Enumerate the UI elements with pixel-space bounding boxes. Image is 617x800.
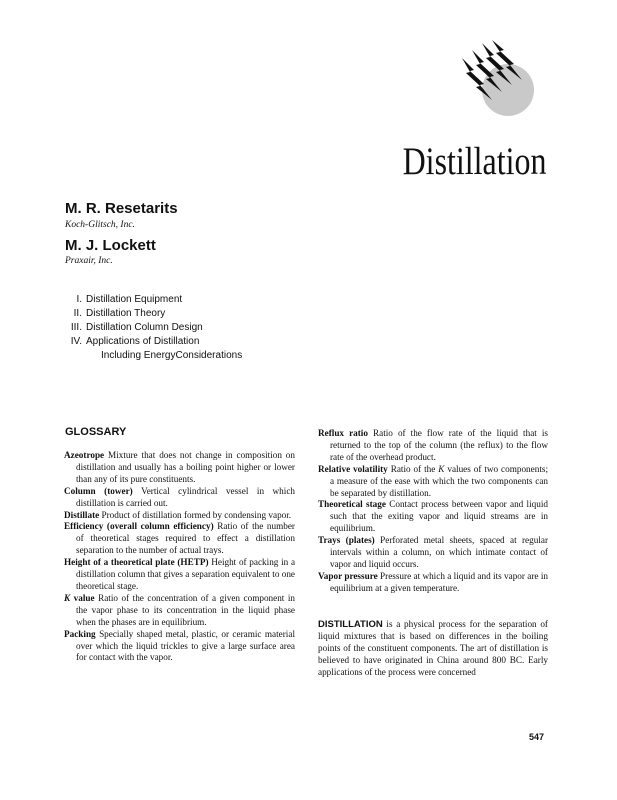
toc-text: Applications of Distillation xyxy=(86,336,200,347)
glossary-term: Reflux ratio xyxy=(318,428,368,438)
glossary-definition: Ratio of the flow rate of the liquid that is returned to the top of the column (the reflux) to the flow rate of the overhead product. xyxy=(330,428,548,462)
toc-number: II. xyxy=(73,308,82,319)
glossary-term: Azeotrope xyxy=(64,450,105,460)
glossary-definition: Ratio of the number of theoretical stages required to effect a distillation separation to the number of actual trays. xyxy=(76,521,295,556)
glossary-column-left xyxy=(64,450,295,664)
glossary-term: Relative volatility xyxy=(318,463,388,474)
chapter-title: Distillation xyxy=(402,140,546,183)
glossary-term: Efficiency (overall column efficiency) xyxy=(64,521,214,532)
author-affiliation: Praxair, Inc. xyxy=(65,256,113,266)
intro-lead-word: DISTILLATION xyxy=(318,619,383,630)
glossary-definition: Contact process between vapor and liquid such that the exiting vapor and liquid streams are in equilibrium. xyxy=(330,499,548,534)
glossary-term: Distillate xyxy=(64,509,100,520)
toc-number: I. xyxy=(76,294,82,305)
definition-part: values of two components; a measure of the ease with which the two components can be separated by distillation. xyxy=(330,463,549,498)
toc-item-continuation xyxy=(64,349,242,363)
glossary-entry xyxy=(318,464,548,500)
glossary-term: Column (tower) xyxy=(64,485,133,496)
intro-paragraph xyxy=(318,619,548,679)
definition-part: Ratio of the xyxy=(390,463,439,474)
glossary-entry xyxy=(318,428,548,464)
glossary-entry xyxy=(318,535,548,571)
toc-text: Distillation Equipment xyxy=(86,294,183,305)
glossary-entry xyxy=(318,499,548,535)
glossary-term-italic: K xyxy=(64,592,71,603)
glossary-definition: Specially shaped metal, plastic, or ceramic material over which the liquid trickles to give a large surface area for contact with the vapor. xyxy=(76,628,295,663)
glossary-term: Trays (plates) xyxy=(318,535,375,546)
page-number: 547 xyxy=(529,732,545,742)
intro-text: is a physical process for the separation of liquid mixtures that is based on differences in the boiling points of the constituent components. The art of distillation is believed to have originated in China around 800 BC. Early applications of the process were concerned xyxy=(318,619,548,677)
glossary-definition: Pressure at which a liquid and its vapor are in equilibrium at a given temperature. xyxy=(330,570,548,593)
table-of-contents xyxy=(64,293,242,363)
toc-item xyxy=(64,307,242,321)
glossary-definition: Vertical cylindrical vessel in which distillation is carried out. xyxy=(76,485,296,508)
lightning-bolt-icon xyxy=(460,40,540,125)
definition-italic: K xyxy=(438,463,445,474)
toc-item xyxy=(64,321,242,335)
glossary-heading: GLOSSARY xyxy=(65,426,127,438)
toc-text: Including EnergyConsiderations xyxy=(101,350,243,361)
glossary-term: Theoretical stage xyxy=(318,499,386,510)
glossary-definition: Perforated metal sheets, spaced at regular intervals within a column, on which intimate contact of vapor and liquid occurs. xyxy=(330,535,549,569)
glossary-entry xyxy=(64,450,295,486)
chapter-logo-icon xyxy=(460,40,540,125)
toc-text: Distillation Column Design xyxy=(86,322,203,333)
glossary-definition: Height of packing in a distillation column that gives a separation equivalent to one theoretical stage. xyxy=(76,557,296,591)
glossary-entry xyxy=(64,510,295,522)
glossary-definition: Ratio of the concentration of a given component in the vapor phase to its concentration in the liquid phase when the phases are in equilibrium. xyxy=(76,592,295,627)
toc-number: IV. xyxy=(70,336,82,347)
toc-item xyxy=(64,335,242,349)
glossary-entry xyxy=(64,486,295,510)
glossary-term: Height of a theoretical plate (HETP) xyxy=(64,557,209,568)
toc-text: Distillation Theory xyxy=(86,308,166,319)
glossary-term xyxy=(64,593,95,603)
author-name: M. J. Lockett xyxy=(65,237,156,254)
glossary-definition: Mixture that does not change in composition on distillation and usually has a boiling point higher or lower than any of its pure constituents. xyxy=(76,450,295,484)
glossary-entry xyxy=(64,593,295,629)
glossary-definition: Product of distillation formed by condensing vapor. xyxy=(101,509,292,520)
toc-item xyxy=(64,293,242,307)
author-name: M. R. Resetarits xyxy=(65,200,178,217)
toc-number: III. xyxy=(70,322,82,333)
glossary-term-rest: value xyxy=(70,592,95,603)
glossary-entry xyxy=(64,557,295,593)
author-affiliation: Koch-Glitsch, Inc. xyxy=(65,220,135,230)
glossary-entry xyxy=(318,571,548,595)
glossary-term: Vapor pressure xyxy=(318,570,378,581)
glossary-entry xyxy=(64,629,295,665)
glossary-term: Packing xyxy=(64,628,96,639)
glossary-column-right xyxy=(318,428,548,595)
glossary-entry xyxy=(64,521,295,557)
